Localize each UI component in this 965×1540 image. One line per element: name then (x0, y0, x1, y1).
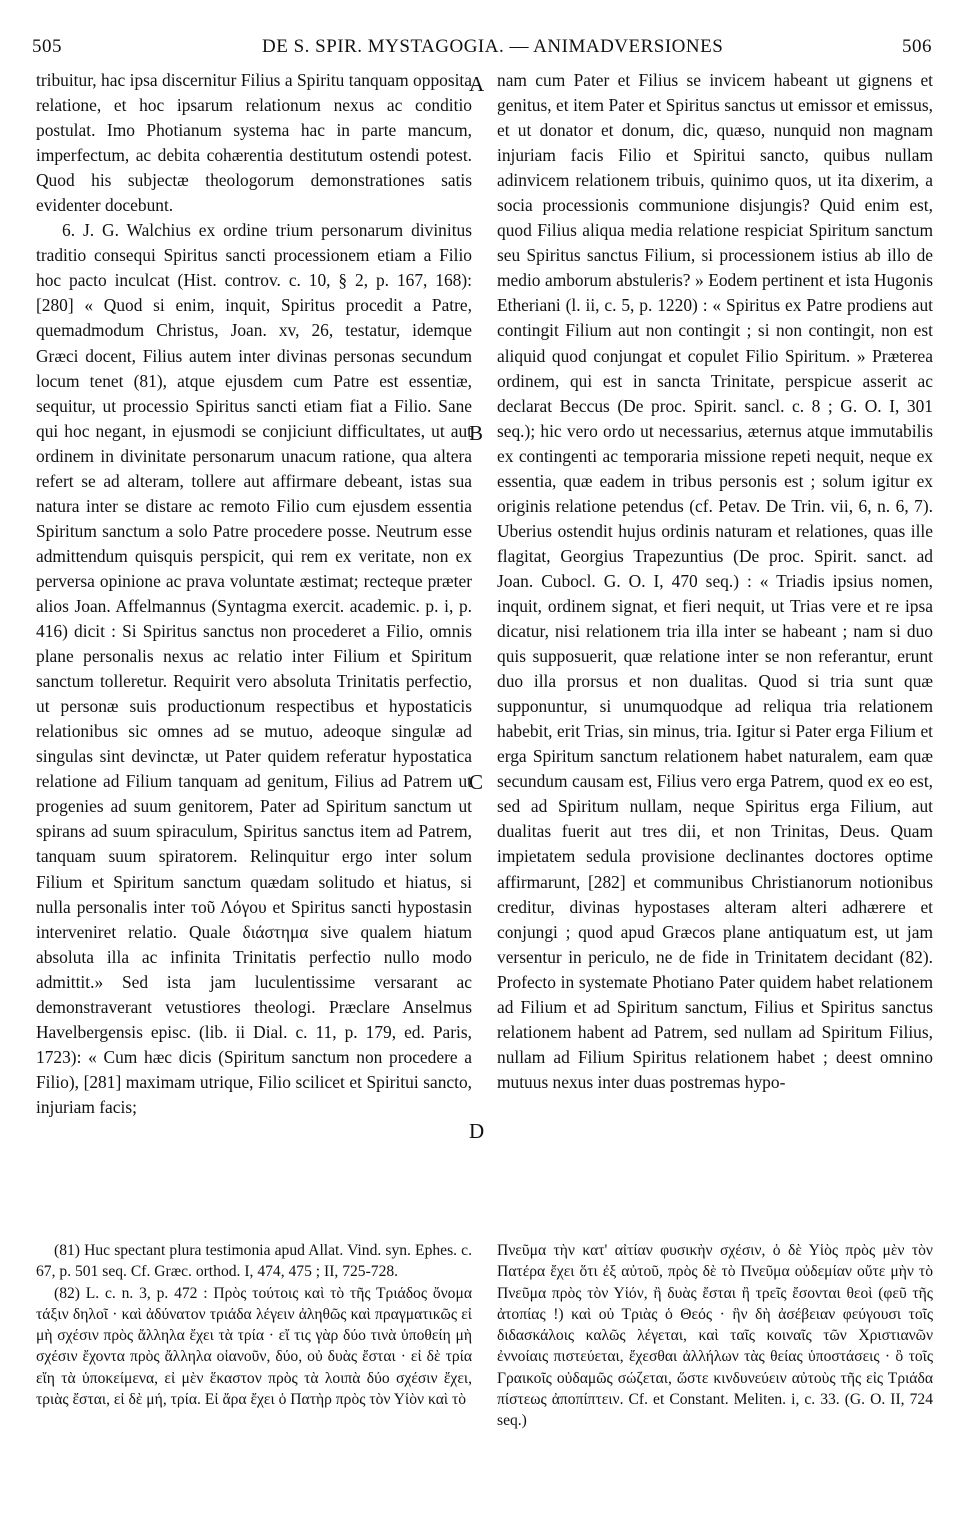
paragraph: tribuitur, hac ipsa discernitur Filius a Spiritu tanquam opposita relatione, et hoc ipsarum relationum nexus ac conditio postulat. Imo Photianum systema hac in parte mancum, imperfectum, ac debita cohærentia destitutum ostendi potest. Quod his subjectæ theologorum demonstrationes satis evidenter docebunt. (36, 70, 472, 216)
page-number-left: 505 (32, 36, 62, 57)
paragraph: nam cum Pater et Filius se invicem habeant ut gignens et genitus, et item Pater et Spiritus sanctus ut emissor et emissus, et ut donator et donum, dic, quæso, nunquid non magnam injuriam facis Filio et Spiritui sancto, quibus nullam adinvicem relationem tribuis, quinimo quos, ut ita dixerim, a socia processionis communione disjungis? Quid enim est, quod Filius aliqua media relatione respiciat Spiritum sanctum seu Spiritus sanctus Filium, si processionem istius ab illo de medio amborum abstuleris? » Eodem pertinent et ista Hugonis Etheriani (l. ii, c. 5, p. 1220) : « Spiritus ex Patre prodiens aut contingit Filium aut non contingit ; si non contingit, non est aliquid quod conjungat et copulet Filio Spiritum. » Præterea ordinem, qui est in sancta Trinitate, perspicue asserit ac declarat Beccus (De proc. Spirit. sancl. c. 8 ; G. O. I, 301 seq.); hic vero ordo ut necessarius, æternus atque immutabilis ex contingenti ac temporaria missione repeti nequit, neque ex essentia, quæ eadem in tribus personis est ; solum igitur ex originis relatione petendus (cf. Petav. De Trin. vii, 6, n. 6, 7). Uberius ostendit hujus ordinis naturam et relationes, quas ille flagitat, Georgius Trapezuntius (De proc. Spirit. sanct. ad Joan. Cubocl. G. O. I, 470 seq.) : « Triadis ipsius nomen, inquit, ordinem signat, et fieri nequit, ut Trias vere et re ipsa dicatur, nisi relationem tria illa inter se habeant ; nam si duo quis supposuerit, quæ relatione inter se non referantur, erunt duo illa prorsus et non dualitas. Quod si tria sunt quæ supponuntur, si unumquodque ad reliqua tria relationem habebit, erit Trias, sin minus, tria. Igitur si Pater erga Filium et erga Spiritum sanctum relationem habet naturalem, eam quæ secundum causam est, Filius vero erga Patrem, quod ex eo est, sed ad Spiritum nullam, neque Spiritus erga Filium, aut dualitas fuerit aut tres dii, et non Trinitas, Deus. Quam impietatem sedula provisione declinantes doctores optime affirmarunt, [282] et communibus Christianorum notionibus creditur, divinas hypostases alteram alteri adhærere et conjungi ; quod apud Græcos plane antiquatum est, ut jam versentur in periculo, ne de fide in Trinitatem decidant (82). Profecto in systemate Photiano Pater quidem habet relationem ad Filium et ad Spiritum sanctum, Filius et Spiritus sanctus relationem habent ad Patrem, sed nullam ad Spiritum Filius, nullam ad Filium Spiritus relationem habet ; deest omnino mutuus nexus inter duas postremas hypo- (497, 70, 933, 1092)
footnote: Πνεῦμα τὴν κατ' αἰτίαν φυσικὴν σχέσιν, ὁ δὲ Υἱὸς πρὸς μὲν τὸν Πατέρα ἔχει ὅτι ἐξ αὐτοῦ, πρὸς δὲ τὸ Πνεῦμα οὐδεμίαν οὔτε μὴν τὸ Πνεῦμα πρὸς τὸν Υἱόν, ἢ δυὰς ἔσται ἢ τρεῖς ἔσονται θεοὶ (φεῦ τῆς ἀτοπίας !) καὶ οὐ Τριὰς ὁ Θεός · ἣν δὴ ἀσέβειαν φεύγουσι τοῖς διδασκάλοις καλῶς λέγεται, καὶ ταῖς κοιναῖς τῶν Χριστιανῶν ἐννοίαις πιστεύεται, ἔχεσθαι ἀλλήλων τὰς θείας ὑποστάσεις · ὃ τοῖς Γραικοῖς οὐδαμῶς σώζεται, ὥστε κινδυνεύειν αὐτοὺς τῆς εἰς Τριάδα πίστεως ἀποπίπτειν. Cf. et Constant. Meliten. i, c. 33. (G. O. II, 724 seq.) (497, 1242, 933, 1430)
left-column (36, 68, 472, 1120)
page-number-right: 506 (902, 36, 932, 57)
running-header (32, 36, 932, 66)
margin-marker-b: B (469, 421, 484, 445)
footnote: (81) Huc spectant plura testimonia apud Allat. Vind. syn. Ephes. c. 67, p. 501 seq. Cf. Græc. orthod. I, 474, 475 ; II, 725-728. (36, 1242, 472, 1281)
footnote: (82) L. c. n. 3, p. 472 : Πρὸς τούτοις καὶ τὸ τῆς Τριάδος ὄνομα τάξιν δηλοῖ · καὶ ἀδύνατον τριάδα λέγειν ἀληθῶς καὶ πραγματικῶς εἰ μὴ σχέσιν πρὸς ἄλληλα ἔχει τὰ τρία · εἴ τις γὰρ δύο τινὰ ὑποθείη μὴ σχέσιν ἔχοντα πρὸς ἄλληλα οἱανοῦν, δύο, οὐ δυὰς ἔσται · εἰ δὲ τρία εἴη τὰ ὑποκείμενα, εἰ μὲν ἕκαστον πρὸς τὰ λοιπὰ δύο σχέσιν ἔχει, τριὰς ἔσται, εἰ δὲ μή, τρία. Εἰ ἄρα ἔχει ὁ Πατὴρ πρὸς τὸν Υἱὸν καὶ τὸ (36, 1284, 472, 1409)
footnotes-left (36, 1240, 472, 1410)
margin-marker-a: A (469, 72, 485, 96)
right-column (497, 68, 933, 1095)
margin-marker-c: C (469, 770, 484, 794)
paragraph: 6. J. G. Walchius ex ordine trium personarum divinitus traditio consequi Spiritus sancti processionem etiam a Filio hoc pacto inculcat (Hist. controv. c. 10, § 2, p. 167, 168): [280] « Quod si enim, inquit, Spiritus procedit a Patre, quemadmodum Christus, Joan. xv, 26, testatur, idemque Græci docent, Filius autem inter divinas personas secundum locum tenet (81), atque ejusdem cum Patre est essentiæ, sequitur, ut processio Spiritus sancti etiam fiat a Filio. Sane qui hoc negant, in ejusmodi se conjiciunt difficultates, ut aut ordinem in divinitate personarum unacum ratione, qua altera refert se ad alteram, tollere aut affirmare debeant, istas sua natura inter se distare ac remoto Filio cum ejusdem essentia Spiritum sanctum a solo Patre procedere posse. Neutrum esse admittendum quisquis perspicit, qui rem ex veritate, non ex perversa opinione ac prava voluntate æstimat; recteque præter alios Joan. Affelmannus (Syntagma exercit. academic. p. i, p. 416) dicit : Si Spiritus sanctus non procederet a Filio, omnis plane personalis nexus ac relatio inter Filium et Spiritum sanctum tolleretur. Requirit vero absoluta Trinitatis perfectio, ut personæ suis productionum respectibus et hypostaticis relationibus sic omnes ad se mutuo, adeoque singulæ ad singulas sint devinctæ, ut Pater quidem referatur hypostatica relatione ad Filium tanquam ad genitum, Filius ad Patrem ut progenies ad suum genitorem, Pater ad Spiritum sanctum ut spirans ad suum spiraculum, Spiritus sanctus item ad Patrem, tanquam suum spiratorem. Relinquitur ergo inter solum Filium et Spiritum sanctum quædam solitudo et hiatus, si nulla personalis inter τοῦ Λόγου et Spiritus sancti hypostasin interveniret relatio. Quale διάστημα sive qualem hiatum absoluta illa ac infinita Trinitatis perfectio nullo modo admittit.» Sed ista jam luculentissime versarant ac demonstraverant vetustiores theologi. Præclare Anselmus Havelbergensis episc. (lib. ii Dial. c. 11, p. 179, ed. Paris, 1723): « Cum hæc dicis (Spiritum sanctum non procedere a Filio), [281] maximam utrique, Filio scilicet et Spiritui sancto, injuriam facis; (36, 220, 472, 1117)
footnotes-right (497, 1240, 933, 1432)
running-title: DE S. SPIR. MYSTAGOGIA. — ANIMADVERSIONES (262, 36, 724, 57)
margin-marker-d: D (469, 1119, 485, 1143)
